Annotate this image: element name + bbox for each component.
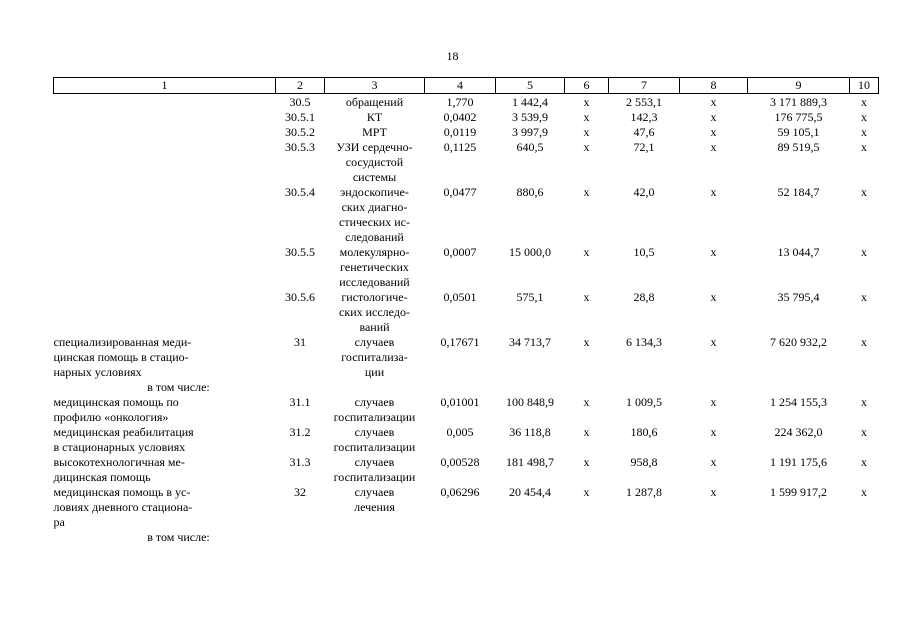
table-cell: 1,770 [446, 95, 474, 109]
cell-line: случаев [354, 455, 395, 469]
table-cell: 958,8 [630, 455, 658, 469]
unit-cell [325, 110, 425, 125]
cell-line: высокотехнологичная ме- [53, 455, 185, 469]
cell-line: госпитализа- [341, 350, 408, 364]
table-row [54, 94, 879, 111]
table-cell: 181 498,7 [506, 455, 554, 469]
cell-line: случаев [354, 425, 395, 439]
column-header: 2 [276, 78, 325, 94]
table-cell: х [861, 110, 867, 124]
table-row [54, 485, 879, 545]
table-cell: х [710, 290, 717, 304]
table-cell: 28,8 [633, 290, 655, 304]
table-cell: 31.3 [289, 455, 311, 469]
cell-line: профилю «онкология» [53, 410, 169, 424]
table-cell: 31.1 [289, 395, 311, 409]
table-cell: 1 191 175,6 [770, 455, 827, 469]
cell-line: генетических [340, 260, 409, 274]
unit-cell [325, 395, 425, 425]
table-row [54, 335, 879, 395]
table-cell: 224 362,0 [774, 425, 823, 439]
unit-cell [325, 455, 425, 485]
table-cell: х [583, 110, 590, 124]
table-cell: 0,0402 [443, 110, 477, 124]
unit-cell [325, 335, 425, 395]
table-cell: 1 442,4 [512, 95, 548, 109]
table-cell: х [710, 95, 717, 109]
data-table [53, 77, 879, 545]
table-cell: 30.5 [289, 95, 311, 109]
table-cell: х [710, 485, 717, 499]
table-cell: х [583, 485, 590, 499]
table-cell: х [861, 485, 867, 499]
table-cell: 2 553,1 [626, 95, 662, 109]
cell-line: госпитализации [333, 410, 416, 424]
cell-line: в стационарных условиях [53, 440, 186, 454]
table-cell: 142,3 [630, 110, 658, 124]
cell-line: ских диагно- [341, 200, 408, 214]
table-cell: х [710, 125, 717, 139]
table-cell: х [861, 455, 867, 469]
table-cell: 89 519,5 [777, 140, 820, 154]
table-cell: 31.2 [289, 425, 311, 439]
table-cell: х [583, 335, 590, 349]
table-cell: 0,06296 [440, 485, 480, 499]
table-cell: 6 134,3 [626, 335, 662, 349]
including-label: в том числе: [147, 380, 210, 394]
unit-cell [325, 485, 425, 545]
cell-line: медицинская помощь по [53, 395, 179, 409]
table-cell: 0,1125 [443, 140, 477, 154]
table-cell: 20 454,4 [509, 485, 551, 499]
table-cell: х [710, 395, 717, 409]
row-description [54, 395, 276, 425]
table-cell: 42,0 [633, 185, 655, 199]
table-cell: 0,0477 [443, 185, 477, 199]
row-description [54, 290, 276, 335]
table-cell: х [861, 290, 867, 304]
row-description [54, 485, 276, 545]
table-cell: 30.5.4 [285, 185, 315, 199]
table-row [54, 395, 879, 425]
table-cell: 0,0501 [443, 290, 477, 304]
table-cell: 1 009,5 [626, 395, 662, 409]
table-cell: 0,0119 [443, 125, 477, 139]
cell-line: цинская помощь в стацио- [53, 350, 189, 364]
cell-line: системы [352, 170, 397, 184]
cell-line: случаев [354, 335, 395, 349]
table-cell: х [710, 140, 717, 154]
column-header: 1 [54, 78, 276, 94]
cell-line: случаев [354, 395, 395, 409]
table-cell: 10,5 [633, 245, 655, 259]
table-cell: 30.5.3 [285, 140, 315, 154]
unit-cell [325, 185, 425, 245]
unit-cell [325, 125, 425, 140]
table-cell: 880,6 [516, 185, 544, 199]
table-cell: 0,005 [446, 425, 474, 439]
table-cell: х [710, 425, 717, 439]
table-cell: х [710, 455, 717, 469]
table-cell: 1 599 917,2 [770, 485, 827, 499]
row-description [54, 94, 276, 111]
cell-line: сосудистой [345, 155, 404, 169]
table-cell: 640,5 [516, 140, 544, 154]
table-row [54, 290, 879, 335]
cell-line: молекулярно- [339, 245, 410, 259]
column-header: 6 [565, 78, 609, 94]
cell-line: стических ис- [339, 215, 410, 229]
table-cell: 35 795,4 [777, 290, 820, 304]
table-cell: 0,00528 [440, 455, 480, 469]
table-cell: 3 539,9 [512, 110, 548, 124]
table-cell: х [583, 455, 590, 469]
cell-line: ра [53, 515, 65, 529]
cell-line: ских исследо- [339, 305, 410, 319]
table-cell: 72,1 [633, 140, 655, 154]
cell-line: КТ [366, 110, 383, 124]
table-cell: х [861, 95, 867, 109]
table-cell: 7 620 932,2 [770, 335, 827, 349]
table-cell: 34 713,7 [509, 335, 551, 349]
cell-line: эндоскопиче- [340, 185, 409, 199]
column-header: 10 [850, 78, 879, 94]
table-cell: 30.5.6 [285, 290, 315, 304]
unit-cell [325, 140, 425, 185]
unit-cell [325, 425, 425, 455]
unit-cell [325, 290, 425, 335]
cell-line: лечения [354, 500, 395, 514]
table-cell: х [710, 185, 717, 199]
table-cell: х [583, 185, 590, 199]
cell-line: медицинская реабилитация [53, 425, 194, 439]
table-cell: 30.5.2 [285, 125, 315, 139]
cell-line: ции [364, 365, 385, 379]
table-cell: 30.5.1 [285, 110, 315, 124]
row-description [54, 185, 276, 245]
table-cell: х [861, 245, 867, 259]
table-cell: х [861, 335, 867, 349]
cell-line: нарных условиях [53, 365, 142, 379]
table-cell: 47,6 [633, 125, 655, 139]
row-description [54, 425, 276, 455]
cell-line: специализированная меди- [53, 335, 192, 349]
cell-line: исследований [339, 275, 410, 289]
table-cell: х [583, 425, 590, 439]
row-description [54, 125, 276, 140]
table-cell: х [583, 245, 590, 259]
table-cell: х [583, 140, 590, 154]
cell-line: УЗИ сердечно- [336, 140, 413, 154]
table-cell: 13 044,7 [777, 245, 820, 259]
column-header: 7 [609, 78, 680, 94]
table-cell: 575,1 [516, 290, 544, 304]
cell-line: МРТ [362, 125, 387, 139]
table-row [54, 245, 879, 290]
unit-cell [325, 94, 425, 111]
table-cell: 1 287,8 [626, 485, 662, 499]
table-cell: 100 848,9 [506, 395, 554, 409]
table-cell: 0,01001 [440, 395, 480, 409]
row-description [54, 140, 276, 185]
table-cell: 1 254 155,3 [770, 395, 827, 409]
unit-cell [325, 245, 425, 290]
table-cell: 3 171 889,3 [770, 95, 827, 109]
table-cell: 31 [294, 335, 306, 349]
table-cell: х [861, 125, 867, 139]
table-cell: 52 184,7 [777, 185, 820, 199]
including-label: в том числе: [147, 530, 210, 544]
table-cell: 59 105,1 [777, 125, 820, 139]
cell-line: следований [345, 230, 404, 244]
cell-line: госпитализации [333, 470, 416, 484]
cell-line: гистологиче- [341, 290, 408, 304]
table-cell: 3 997,9 [512, 125, 548, 139]
table-cell: х [861, 395, 867, 409]
table-cell: 32 [294, 485, 306, 499]
table-cell: 180,6 [630, 425, 658, 439]
table-cell: 176 775,5 [774, 110, 823, 124]
cell-line: ваний [359, 320, 390, 334]
table-cell: х [583, 125, 590, 139]
table-cell: 15 000,0 [509, 245, 551, 259]
cell-line: случаев [354, 485, 395, 499]
cell-line: госпитализации [333, 440, 416, 454]
table-cell: х [710, 110, 717, 124]
cell-line: ловиях дневного стациона- [53, 500, 193, 514]
table-row [54, 140, 879, 185]
table-cell: 0,0007 [443, 245, 477, 259]
row-description [54, 455, 276, 485]
column-header: 8 [680, 78, 748, 94]
table-row [54, 185, 879, 245]
table-cell: х [861, 185, 867, 199]
table-cell: х [710, 335, 717, 349]
table-cell: х [710, 245, 717, 259]
column-header: 4 [425, 78, 496, 94]
table-cell: 0,17671 [440, 335, 480, 349]
row-description [54, 335, 276, 395]
table-row [54, 110, 879, 125]
column-header: 5 [496, 78, 565, 94]
table-cell: 30.5.5 [285, 245, 315, 259]
table-cell: х [583, 95, 590, 109]
row-description [54, 110, 276, 125]
table-row [54, 125, 879, 140]
table-row [54, 455, 879, 485]
cell-line: медицинская помощь в ус- [53, 485, 191, 499]
table-cell: х [861, 140, 867, 154]
cell-line: дицинская помощь [53, 470, 151, 484]
table-cell: х [583, 395, 590, 409]
table-cell: х [583, 290, 590, 304]
page-number: 18 [446, 49, 459, 63]
table-cell: х [861, 425, 867, 439]
row-description [54, 245, 276, 290]
table-row [54, 425, 879, 455]
column-header: 3 [325, 78, 425, 94]
cell-line: обращений [345, 95, 404, 109]
table-cell: 36 118,8 [509, 425, 551, 439]
column-number-row [54, 78, 879, 94]
column-header: 9 [748, 78, 850, 94]
